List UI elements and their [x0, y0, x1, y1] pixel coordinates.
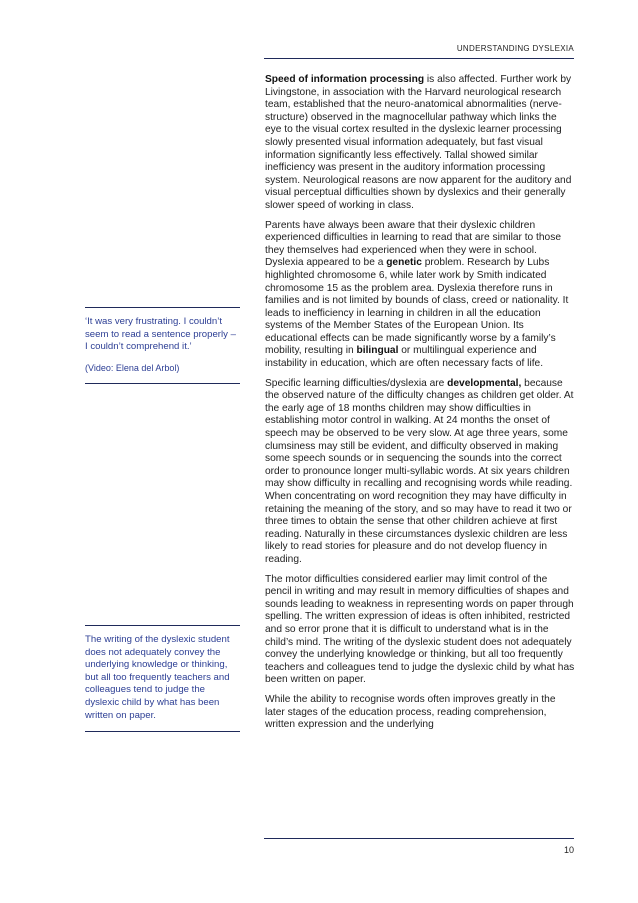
- bold-term: developmental,: [447, 377, 522, 389]
- pullquote-text: ‘It was very frustrating. I couldn’t seem to read a sentence properly – I couldn’t comprehend it.’: [85, 316, 236, 353]
- paragraph-genetic: Parents have always been aware that their dyslexic children experienced difficulties in learning to read that are similar to those they themselves had experienced when they were in school. Dyslexia appeared to be a genetic problem. Research by Lubs highlighted chromosome 6, while later work by Smith indicated chromosome 15 as the problem area. Dyslexia therefore runs in families and is not limited by bounds of class, creed or nationality. It leads to inefficiency in learning in children in all the education systems of the Member States of the European Union. Its educational effects can be made significantly worse by a family’s mobility, resulting in bilingual or multilingual experience and instability in education, which are often necessary facts of life.: [265, 219, 569, 370]
- footer-rule: [264, 838, 574, 839]
- bold-term: Speed of information processing: [265, 74, 425, 85]
- paragraph-speed-processing: Speed of information processing is also affected. Further work by Livingstone, in association with the Harvard neurological research team, established that the neuro-anatomical abnormalities (nerve-structure) observed in the magnocellular pathway which links the eye to the visual cortex resulted in the dyslexic learner processing slowly presented visual information adequately, but fast visual information significantly less effectively. Tallal showed similar inefficiency was present in the auditory information processing system. Neurological reasons are now apparent for the auditory and visual perceptual difficulties shown by dyslexics and their generally slower speed of working in class.: [265, 74, 572, 211]
- pullquote-text: The writing of the dyslexic student does not adequately convey the underlying knowledge or thinking, but all too frequently teachers and colleagues tend to judge the dyslexic child by what has been written on paper.: [85, 634, 230, 721]
- main-text-column: [265, 74, 575, 739]
- page-number: 10: [563, 845, 574, 855]
- bold-term: bilingual: [356, 345, 399, 357]
- pullquote-writing: [85, 625, 240, 732]
- pullquote-frustration: [85, 307, 240, 384]
- pullquote-citation: (Video: Elena del Arbol): [85, 362, 180, 373]
- bold-term: genetic: [386, 257, 422, 269]
- header-rule: [264, 58, 574, 59]
- paragraph-word-recognition: While the ability to recognise words often improves greatly in the later stages of the education process, reading comprehension, written expression and the underlying: [265, 693, 556, 731]
- paragraph-motor-difficulties: The motor difficulties considered earlier may limit control of the pencil in writing and may result in memory difficulties of shapes and sounds leading to weakness in representing words on paper through spelling. The written expression of ideas is often inhibited, restricted and so error prone that it is difficult to understand what is in the child’s mind. The writing of the dyslexic student does not adequately convey the underlying knowledge or thinking, but all too frequently teachers and colleagues tend to judge the dyslexic child by what has been written on paper.: [265, 573, 575, 686]
- running-header: UNDERSTANDING DYSLEXIA: [456, 44, 574, 53]
- pullquote-bottom-rule: [85, 731, 240, 732]
- paragraph-developmental: Specific learning difficulties/dyslexia are developmental, because the observed nature of the difficulty changes as children get older. At the early age of 18 months children may show difficulties in establishing motor control in walking. At 24 months the onset of speech may be observed to be very slow. At age three years, some clumsiness may still be evident, and difficulty observed in making some speech sounds or in sequencing the sounds into the correct order to pronounce longer multi-syllabic words. At six years children may show difficulty in recalling and recognising words while reading. When concentrating on word recognition they may have difficulty in retaining the meaning of the story, and so may have to read it two or three times to obtain the sense that other children achieve at first reading. Naturally in these circumstances dyslexic children are less likely to read stories for pleasure and do not develop fluency in reading.: [265, 377, 574, 565]
- pullquote-bottom-rule: [85, 383, 240, 384]
